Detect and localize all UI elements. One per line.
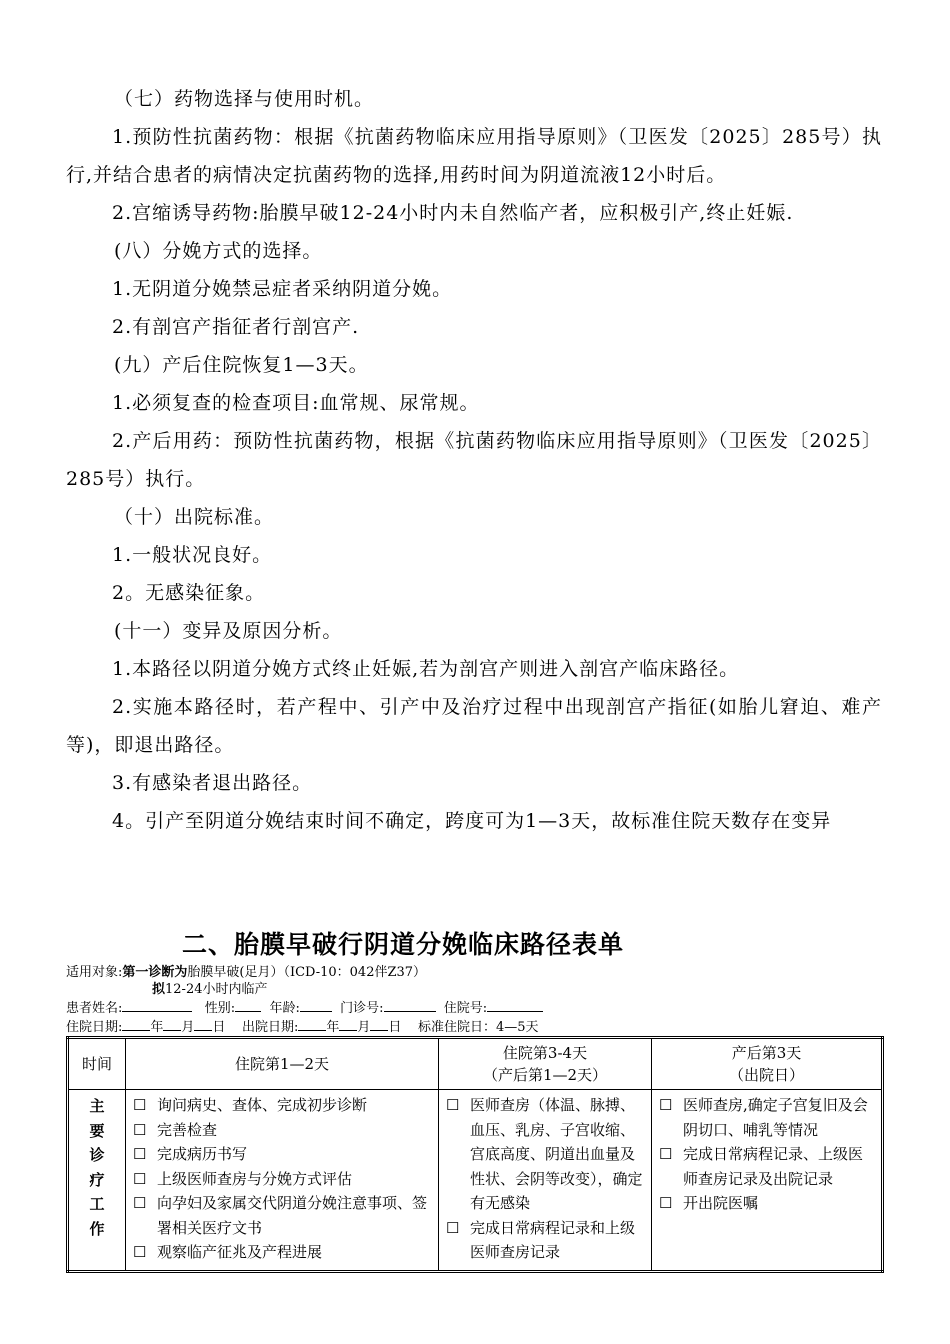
clinic-no-label: 门诊号: (340, 1001, 384, 1016)
section-heading-8: (八）分娩方式的选择。 (114, 240, 323, 262)
checklist-item (657, 1191, 876, 1216)
header-day-3-4 (439, 1038, 652, 1090)
row-label-char: 作 (89, 1219, 105, 1238)
paragraph-11-3: 3.有感染者退出路径。 (112, 772, 313, 794)
clinic-no-blank (384, 998, 436, 1012)
age-label: 年龄: (269, 1001, 300, 1016)
checklist-item (444, 1216, 646, 1265)
admit-date-label: 住院日期: (66, 1020, 123, 1035)
patient-info-line (66, 998, 543, 1017)
row-label-main-tasks (68, 1090, 126, 1272)
sex-label: 性别: (204, 1001, 236, 1016)
paragraph-11-4: 4。引产至阴道分娩结束时间不确定，跨度可为1—3天，故标准住院天数存在变异 (112, 810, 832, 832)
header-time: 时间 (68, 1038, 126, 1090)
checklist-item-text: 完成日常病程记录、上级医师查房记录及出院记录 (683, 1145, 864, 1188)
section-heading-11: (十一）变异及原因分析。 (114, 620, 343, 642)
checkbox-icon[interactable]: ☐ (133, 1145, 147, 1163)
paragraph-10-2: 2。无感染征象。 (112, 582, 266, 604)
checkbox-icon[interactable]: ☐ (446, 1096, 460, 1114)
header-discharge-line2: （出院日） (728, 1066, 804, 1084)
paragraph-10-1: 1.一般状况良好。 (112, 544, 273, 566)
scope-line (66, 964, 543, 981)
row-label-char: 疗 (89, 1170, 105, 1189)
paragraph-8-2: 2.有剖宫产指征者行剖宫产. (112, 316, 360, 338)
paragraph-9-1: 1.必须复查的检查项目:血常规、尿常规。 (112, 392, 480, 414)
checklist-item-text: 完成病历书写 (157, 1145, 248, 1163)
header-day-3-4-line1: 住院第3-4天 (502, 1044, 588, 1062)
checkbox-icon[interactable]: ☐ (659, 1145, 673, 1163)
admit-month-unit: 月 (181, 1020, 195, 1035)
discharge-day-blank (370, 1017, 388, 1031)
checklist-item-text: 上级医师查房与分娩方式评估 (157, 1169, 353, 1188)
dates-line (66, 1017, 543, 1036)
patient-name-label: 患者姓名: (66, 1001, 123, 1016)
scope-plan-label: 拟 (152, 982, 166, 997)
age-blank (300, 998, 332, 1012)
cell-day-3-4 (439, 1090, 652, 1272)
discharge-year-unit: 年 (326, 1020, 340, 1035)
header-day-1-2: 住院第1—2天 (126, 1038, 439, 1090)
form-meta (66, 964, 543, 1036)
header-discharge-line1: 产后第3天 (731, 1044, 802, 1062)
checklist-item-text: 医师查房（体温、脉搏、血压、乳房、子宫收缩、宫底高度、阴道出血量及性状、会阴等改变），确定有无感染 (470, 1096, 643, 1212)
checklist-item (131, 1118, 433, 1143)
row-label-char: 诊 (89, 1146, 105, 1164)
row-label-char: 要 (89, 1121, 105, 1140)
checklist-item (131, 1142, 433, 1167)
checkbox-icon[interactable]: ☐ (133, 1194, 147, 1212)
discharge-month-unit: 月 (357, 1020, 371, 1035)
body-text (66, 80, 882, 840)
discharge-day-unit: 日 (388, 1020, 402, 1035)
checkbox-icon[interactable]: ☐ (133, 1096, 147, 1114)
clinical-pathway-table (66, 1036, 884, 1273)
standard-stay: 标准住院日：4—5天 (417, 1020, 539, 1035)
header-discharge-day (652, 1038, 883, 1090)
checklist-item-text: 开出院医嘱 (683, 1194, 759, 1212)
checklist-item (444, 1093, 646, 1216)
section-heading-7: （七）药物选择与使用时机。 (114, 88, 375, 110)
patient-name-blank (122, 998, 192, 1012)
checklist-item-text: 完成日常病程记录和上级医师查房记录 (470, 1218, 636, 1261)
sex-blank (235, 998, 261, 1012)
section-heading-9: (九）产后住院恢复1—3天。 (114, 354, 369, 376)
cell-day-1-2 (126, 1090, 439, 1272)
checklist-item-text: 向孕妇及家属交代阴道分娩注意事项、签署相关医疗文书 (157, 1194, 428, 1237)
checklist-day-3-4 (440, 1091, 650, 1269)
row-label-char: 工 (89, 1195, 105, 1213)
checklist-item (131, 1191, 433, 1240)
admit-year-blank (122, 1017, 150, 1031)
discharge-month-blank (339, 1017, 357, 1031)
paragraph-8-1: 1.无阴道分娩禁忌症者采纳阴道分娩。 (112, 278, 453, 300)
checkbox-icon[interactable]: ☐ (133, 1169, 147, 1188)
table-row (68, 1090, 883, 1272)
admission-no-label: 住院号: (443, 1001, 488, 1016)
checkbox-icon[interactable]: ☐ (659, 1194, 673, 1212)
checklist-item (131, 1093, 433, 1118)
section-heading-10: （十）出院标准。 (114, 506, 275, 528)
checklist-item-text: 询问病史、查体、完成初步诊断 (157, 1096, 368, 1114)
admit-day-blank (194, 1017, 212, 1031)
form-title: 二、胎膜早破行阴道分娩临床路径表单 (182, 930, 625, 959)
checklist-item (657, 1093, 876, 1142)
checklist-day-1-2 (127, 1091, 437, 1269)
checklist-item (657, 1142, 876, 1191)
checkbox-icon[interactable]: ☐ (133, 1120, 147, 1139)
checklist-item-text: 完善检查 (157, 1120, 218, 1139)
admit-month-blank (163, 1017, 181, 1031)
admission-no-blank (487, 998, 543, 1012)
scope-plan-value: 12-24小时内临产 (165, 982, 268, 997)
scope-label: 适用对象: (66, 965, 123, 980)
admit-day-unit: 日 (212, 1020, 226, 1035)
checkbox-icon[interactable]: ☐ (446, 1218, 460, 1237)
scope-dx-value: 胎膜早破(足月）（ICD-10：042伴Z37） (187, 965, 427, 980)
header-day-3-4-line2: （产后第1—2天） (482, 1066, 608, 1084)
checkbox-icon[interactable]: ☐ (659, 1096, 673, 1114)
scope-dx-label: 第一诊断为 (122, 965, 188, 980)
checkbox-icon[interactable]: ☐ (133, 1243, 147, 1261)
checklist-discharge-day (653, 1091, 880, 1220)
cell-discharge-day (652, 1090, 883, 1272)
checklist-item-text: 观察临产征兆及产程进展 (157, 1243, 323, 1261)
checklist-item-text: 医师查房,确定子宫复旧及会阴切口、哺乳等情况 (683, 1096, 868, 1139)
paragraph-11-2: 2.实施本路径时，若产程中、引产中及治疗过程中出现剖宫产指征(如胎儿窘迫、难产等)，即退出路径。 (66, 696, 882, 756)
row-label-char: 主 (89, 1097, 105, 1115)
paragraph-7-1: 1.预防性抗菌药物：根据《抗菌药物临床应用指导原则》（卫医发〔2025〕285号）执行,并结合患者的病情决定抗菌药物的选择,用药时间为阴道流液12小时后。 (66, 126, 882, 186)
discharge-year-blank (298, 1017, 326, 1031)
checklist-item (131, 1240, 433, 1265)
discharge-date-label: 出院日期: (241, 1020, 299, 1035)
admit-year-unit: 年 (150, 1020, 164, 1035)
paragraph-9-2: 2.产后用药：预防性抗菌药物，根据《抗菌药物临床应用指导原则》（卫医发〔2025〕285号）执行。 (66, 430, 882, 490)
scope-plan-line (66, 981, 543, 998)
paragraph-11-1: 1.本路径以阴道分娩方式终止妊娠,若为剖宫产则进入剖宫产临床路径。 (112, 658, 740, 680)
paragraph-7-2: 2.宫缩诱导药物:胎膜早破12-24小时内未自然临产者，应积极引产,终止妊娠. (112, 202, 794, 224)
table-header-row (68, 1038, 883, 1090)
checklist-item (131, 1167, 433, 1192)
